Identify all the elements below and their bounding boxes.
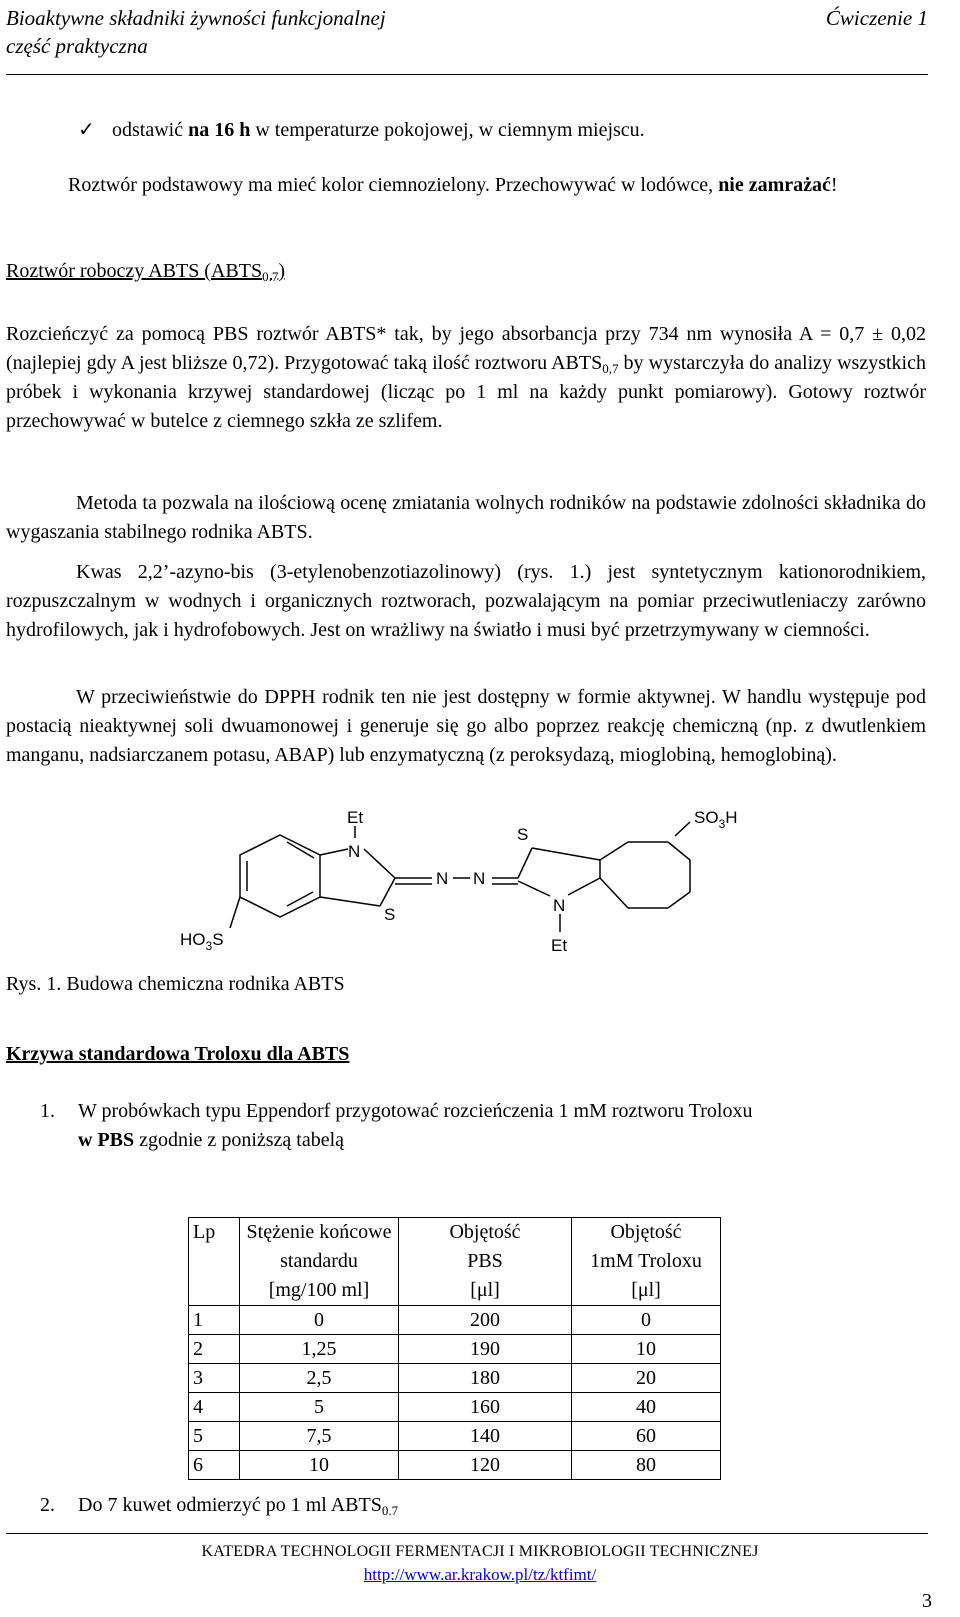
abts-structure-diagram xyxy=(170,800,790,965)
storage-text: Roztwór podstawowy ma mieć kolor ciemnozielony. Przechowywać w lodówce, xyxy=(68,174,719,196)
step2-sub: 0.7 xyxy=(381,1503,399,1518)
header-pbs-volume: Objętość PBS [μl] xyxy=(399,1218,572,1306)
kwas-paragraph: Kwas 2,2’-azyno-bis (3-etylenobenzotiazolinowy) (rys. 1.) jest syntetycznym kationorodnikiem, rozpuszczalnym w wodnych i organicznych roztworach, pozwalającym na pomiar przeciwutleniaczy zarówno hydrofilowych, jak i hydrofobowych. Jest on wrażliwy na światło i musi być przetrzymywany w ciemności. xyxy=(6,561,926,641)
table-cell: 2,5 xyxy=(240,1364,399,1393)
table-row xyxy=(189,1335,721,1364)
footer-rule xyxy=(6,1533,928,1534)
footer-url-link[interactable]: http://www.ar.krakow.pl/tz/ktfimt/ xyxy=(363,1565,597,1584)
step1-bold: w PBS xyxy=(78,1129,135,1151)
footer-department: KATEDRA TECHNOLOGII FERMENTACJI I MIKROBIOLOGII TECHNICZNEJ xyxy=(201,1543,759,1560)
table-cell: 0 xyxy=(240,1306,399,1335)
table-cell: 6 xyxy=(189,1451,240,1480)
table-cell: 40 xyxy=(572,1393,721,1422)
s-right-label: S xyxy=(517,825,529,844)
table-row xyxy=(189,1393,721,1422)
table-cell: 190 xyxy=(399,1335,572,1364)
checkmark-icon: ✓ xyxy=(78,117,95,141)
table-cell: 1,25 xyxy=(240,1335,399,1364)
figure-caption: Rys. 1. Budowa chemiczna rodnika ABTS xyxy=(6,973,345,995)
storage-end: ! xyxy=(830,174,838,196)
check-item-bold: na 16 h xyxy=(188,119,251,141)
trolox-dilution-table xyxy=(188,1217,721,1480)
method-paragraph: Metoda ta pozwala na ilościową ocenę zmiatania wolnych rodników na podstawie zdolności składnika do wygaszania stabilnego rodnika ABTS. xyxy=(6,492,926,543)
step1-text xyxy=(78,1097,928,1155)
header-lp: Lp xyxy=(189,1218,240,1306)
ho3s-label: $HO_3S$ xyxy=(180,930,224,953)
table-cell: 7,5 xyxy=(240,1422,399,1451)
dpph-paragraph: W przeciwieństwie do DPPH rodnik ten nie jest dostępny w formie aktywnej. W handlu występuje pod postacią nieaktywnej soli dwuamonowej i generuje się go albo poprzez reakcję chemiczną (np. z dwutlenkiem manganu, nadsiarczanem potasu, ABAP) lub enzymatyczną (z peroksydazą, mioglobiną, hemoglobiną). xyxy=(6,686,926,766)
step1-rest: zgodnie z poniższą tabelą xyxy=(134,1129,345,1151)
step1-main: W probówkach typu Eppendorf przygotować rozcieńczenia 1 mM roztworu Troloxu xyxy=(78,1100,753,1122)
table-row xyxy=(189,1306,721,1335)
dilution-text-a: Rozcieńczyć za pomocą PBS roztwór ABTS* tak, by jego absorbancja przy 734 nm wynosiła A = 0,7 ± 0,02 (najlepiej gdy A jest bliższe 0,72). Przygotować taką ilość roztworu ABTS xyxy=(6,323,926,374)
n-left-label: N xyxy=(348,842,361,861)
check-item-post: w temperaturze pokojowej, w ciemnym miejscu. xyxy=(250,119,645,141)
dilution-sub: 0,7 xyxy=(602,361,619,376)
table-cell: 2 xyxy=(189,1335,240,1364)
table-cell: 80 xyxy=(572,1451,721,1480)
n-azo1-label: N xyxy=(436,869,449,888)
check-item-pre: odstawić xyxy=(112,119,189,141)
et-bottom-label: Et xyxy=(551,936,568,955)
header-subtitle: część praktyczna xyxy=(6,34,148,58)
step1-number: 1. xyxy=(40,1100,55,1122)
table-row xyxy=(189,1364,721,1393)
section1-sub: 0.7 xyxy=(262,269,279,284)
et-top-label: Et xyxy=(347,808,364,827)
header-exercise: Ćwiczenie 1 xyxy=(825,6,928,30)
header-rule xyxy=(6,74,928,75)
table-cell: 3 xyxy=(189,1364,240,1393)
storage-bold: nie zamrażać xyxy=(718,174,831,196)
table-cell: 180 xyxy=(399,1364,572,1393)
table-row xyxy=(189,1422,721,1451)
section-title-working-solution xyxy=(6,257,285,286)
s-left-label: S xyxy=(384,905,396,924)
table-cell: 10 xyxy=(240,1451,399,1480)
header-trolox-volume: Objętość 1mM Troloxu [μl] xyxy=(572,1218,721,1306)
table-cell: 120 xyxy=(399,1451,572,1480)
storage-paragraph xyxy=(6,171,926,200)
check-item xyxy=(78,115,938,145)
step2-text xyxy=(78,1491,398,1520)
so3h-label: $SO_3H$ xyxy=(694,808,738,831)
table-cell: 140 xyxy=(399,1422,572,1451)
step2-main: Do 7 kuwet odmierzyć po 1 ml ABTS xyxy=(78,1494,382,1516)
table-cell: 160 xyxy=(399,1393,572,1422)
table-cell: 200 xyxy=(399,1306,572,1335)
dilution-paragraph xyxy=(6,320,926,436)
table-cell: 0 xyxy=(572,1306,721,1335)
table-cell: 20 xyxy=(572,1364,721,1393)
dilution-text-b: by wystarczyła do analizy wszystkich próbek i wykonania krzywej standardowej (licząc po 1 ml na każdy punkt pomiarowy). Gotowy roztwór przechowywać w butelce z ciemnego szkła ze szlifem. xyxy=(6,352,926,432)
header-title: Bioaktywne składniki żywności funkcjonalnej xyxy=(6,6,386,30)
table-row xyxy=(189,1451,721,1480)
table-cell: 1 xyxy=(189,1306,240,1335)
table-cell: 5 xyxy=(189,1422,240,1451)
step2-number: 2. xyxy=(40,1494,55,1516)
n-azo2-label: N xyxy=(473,869,486,888)
section1-close: ) xyxy=(278,260,286,282)
table-cell: 10 xyxy=(572,1335,721,1364)
section1-title: Roztwór roboczy ABTS (ABTS xyxy=(6,260,263,282)
table-cell: 5 xyxy=(240,1393,399,1422)
table-cell: 60 xyxy=(572,1422,721,1451)
header-concentration: Stężenie końcowe standardu [mg/100 ml] xyxy=(240,1218,399,1306)
n-right-label: N xyxy=(553,896,566,915)
page-number: 3 xyxy=(922,1590,932,1612)
section-title-trolox-curve: Krzywa standardowa Troloxu dla ABTS xyxy=(6,1043,350,1065)
table-cell: 4 xyxy=(189,1393,240,1422)
table-header-row xyxy=(189,1218,721,1306)
